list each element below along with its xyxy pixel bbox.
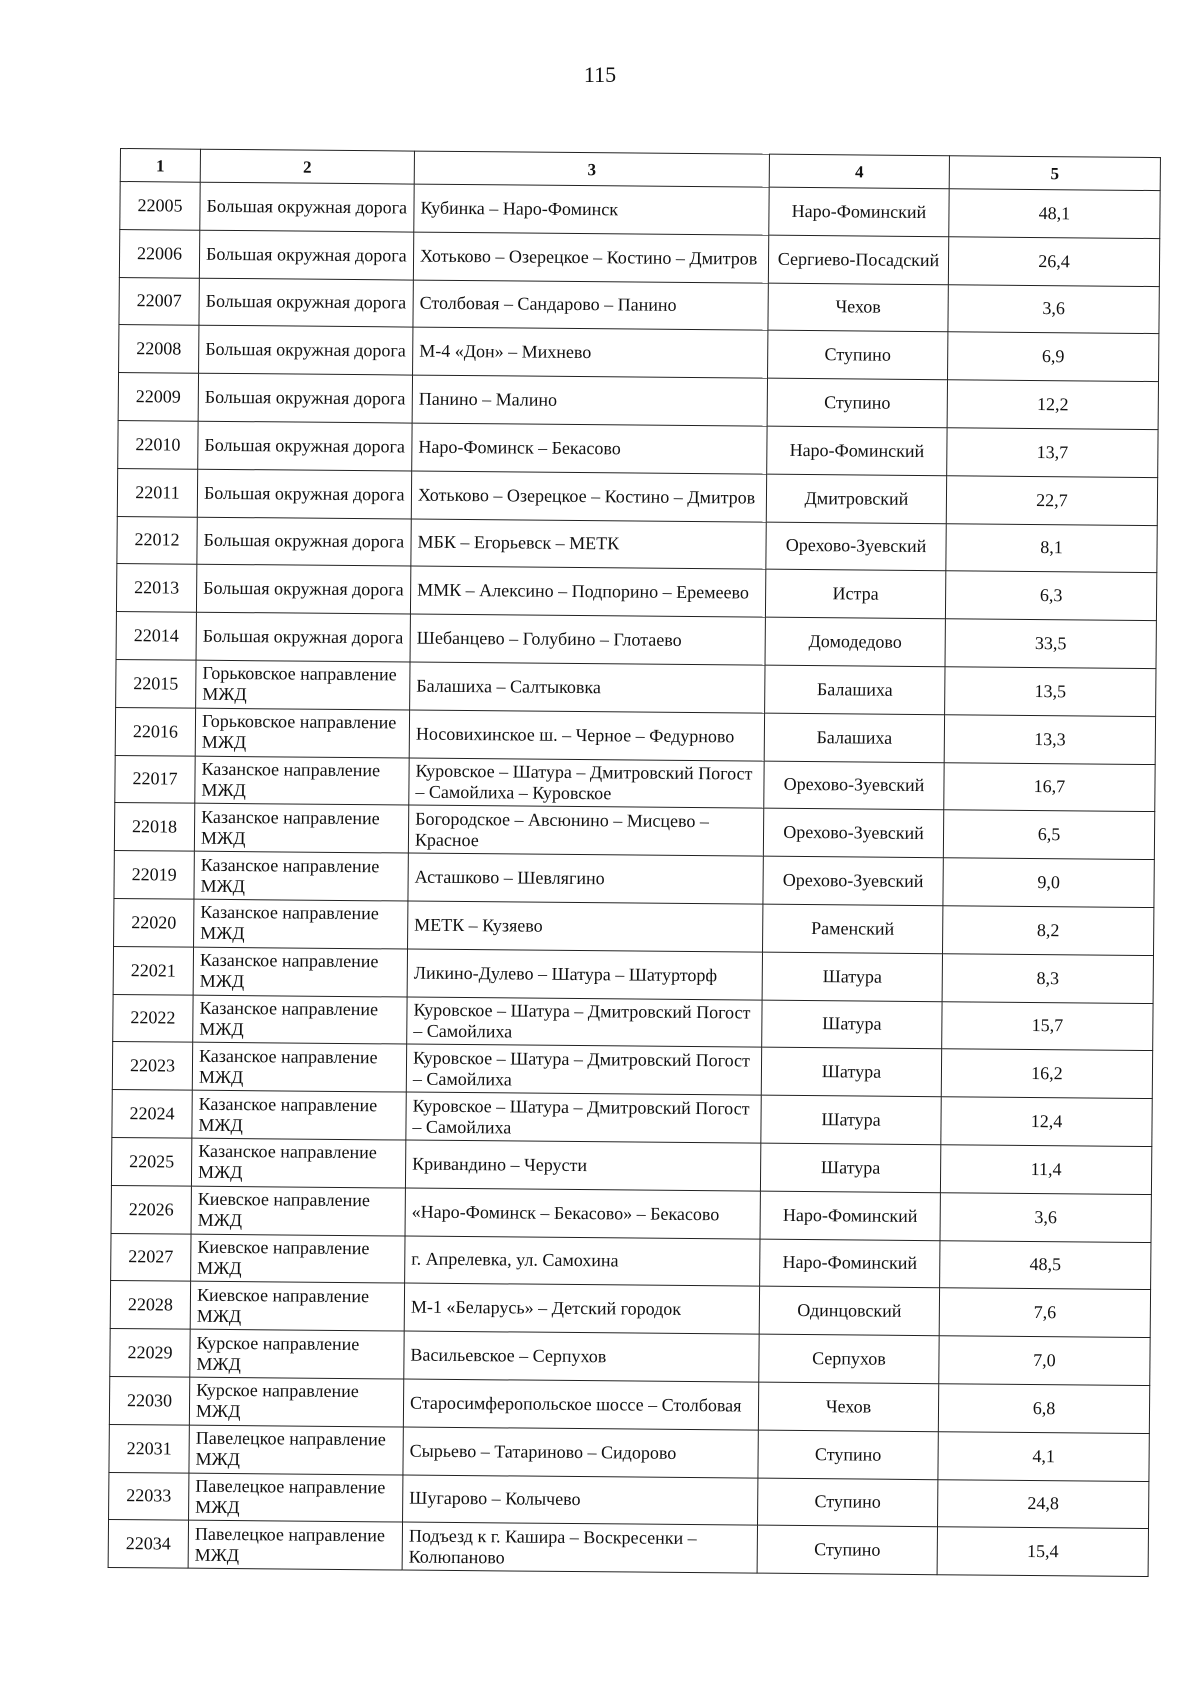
cell-district: Орехово-Зуевский — [764, 761, 944, 810]
cell-length: 26,4 — [948, 237, 1159, 287]
cell-length: 24,8 — [937, 1479, 1148, 1529]
cell-direction: Казанское направление МЖД — [194, 804, 408, 854]
cell-route: Кривандино – Черусти — [405, 1140, 760, 1191]
cell-route: Балашиха – Салтыковка — [410, 662, 765, 713]
cell-district: Наро-Фоминский — [760, 1239, 940, 1288]
column-header-1: 1 — [120, 149, 200, 183]
cell-direction: Курское направление МЖД — [190, 1329, 404, 1379]
cell-district: Чехов — [758, 1382, 938, 1431]
column-header-4: 4 — [769, 154, 949, 189]
cell-length: 3,6 — [940, 1192, 1151, 1242]
cell-length: 9,0 — [943, 858, 1154, 908]
cell-route: Шугарово – Колычево — [403, 1475, 758, 1526]
cell-direction: Большая окружная дорога — [197, 517, 411, 567]
cell-district: Ступино — [758, 1478, 938, 1527]
cell-district: Чехов — [768, 283, 948, 332]
cell-row-number: 22022 — [113, 994, 193, 1042]
cell-district: Шатура — [761, 1047, 941, 1096]
cell-direction: Большая окружная дорога — [200, 182, 414, 232]
cell-direction: Павелецкое направление МЖД — [189, 1473, 403, 1523]
cell-route: Хотьково – Озерецкое – Костино – Дмитров — [411, 471, 766, 522]
cell-length: 6,9 — [948, 332, 1159, 382]
cell-route: М-1 «Беларусь» – Детский городок — [404, 1283, 759, 1334]
cell-row-number: 22016 — [115, 707, 195, 755]
column-header-5: 5 — [949, 156, 1160, 191]
cell-length: 11,4 — [940, 1145, 1151, 1195]
cell-length: 48,5 — [940, 1240, 1151, 1290]
cell-direction: Киевское направление МЖД — [191, 1186, 405, 1236]
cell-direction: Павелецкое направление МЖД — [188, 1520, 402, 1570]
cell-direction: Казанское направление МЖД — [194, 899, 408, 949]
cell-length: 8,1 — [946, 523, 1157, 573]
cell-district: Орехово-Зуевский — [763, 856, 943, 905]
cell-row-number: 22031 — [109, 1424, 189, 1472]
cell-row-number: 22027 — [111, 1233, 191, 1281]
cell-direction: Казанское направление МЖД — [191, 1138, 405, 1188]
page-number: 115 — [583, 62, 617, 87]
cell-row-number: 22013 — [116, 564, 196, 612]
column-header-2: 2 — [200, 149, 414, 184]
cell-district: Балашиха — [764, 713, 944, 762]
cell-length: 12,2 — [947, 380, 1158, 430]
cell-direction: Киевское направление МЖД — [191, 1234, 405, 1284]
cell-direction: Павелецкое направление МЖД — [189, 1425, 403, 1475]
cell-length: 6,3 — [945, 571, 1156, 621]
cell-direction: Большая окружная дорога — [199, 326, 413, 376]
cell-route: МБК – Егорьевск – МЕТК — [411, 519, 766, 570]
cell-length: 7,0 — [939, 1336, 1150, 1386]
cell-route: Куровское – Шатура – Дмитровский Погост – Самойлиха – Куровское — [409, 758, 764, 809]
cell-direction: Казанское направление МЖД — [192, 1090, 406, 1140]
cell-row-number: 22008 — [119, 325, 199, 373]
cell-row-number: 22017 — [115, 755, 195, 803]
cell-route: г. Апрелевка, ул. Самохина — [405, 1236, 760, 1287]
cell-row-number: 22023 — [112, 1042, 192, 1090]
cell-district: Истра — [765, 570, 945, 619]
cell-direction: Киевское направление МЖД — [190, 1281, 404, 1331]
cell-row-number: 22026 — [111, 1185, 191, 1233]
cell-row-number: 22028 — [110, 1281, 190, 1329]
cell-route: Куровское – Шатура – Дмитровский Погост – Самойлиха — [407, 997, 762, 1048]
cell-direction: Казанское направление МЖД — [195, 756, 409, 806]
cell-length: 6,8 — [938, 1384, 1149, 1434]
cell-direction: Большая окружная дорога — [197, 469, 411, 519]
cell-district: Шатура — [762, 1000, 942, 1049]
cell-row-number: 22033 — [109, 1472, 189, 1520]
cell-length: 22,7 — [946, 476, 1157, 526]
cell-direction: Горьковское направление МЖД — [196, 660, 410, 710]
cell-route: Асташково – Шевлягино — [408, 853, 763, 904]
cell-row-number: 22025 — [111, 1137, 191, 1185]
cell-route: Куровское – Шатура – Дмитровский Погост – Самойлиха — [406, 1092, 761, 1143]
cell-district: Раменский — [763, 904, 943, 953]
cell-length: 13,3 — [944, 714, 1155, 764]
cell-row-number: 22034 — [108, 1520, 188, 1568]
cell-row-number: 22018 — [114, 803, 194, 851]
cell-length: 7,6 — [939, 1288, 1150, 1338]
cell-route: Кубинка – Наро-Фоминск — [414, 184, 769, 235]
cell-district: Орехово-Зуевский — [763, 809, 943, 858]
cell-length: 48,1 — [949, 189, 1160, 239]
cell-row-number: 22005 — [120, 182, 200, 230]
cell-row-number: 22024 — [112, 1090, 192, 1138]
cell-route: ММК – Алексино – Подпорино – Еремеево — [410, 566, 765, 617]
cell-length: 15,7 — [942, 1001, 1153, 1051]
cell-district: Наро-Фоминский — [760, 1191, 940, 1240]
cell-route: «Наро-Фоминск – Бекасово» – Бекасово — [405, 1188, 760, 1239]
cell-route: Столбовая – Сандарово – Панино — [413, 280, 768, 331]
cell-direction: Большая окружная дорога — [199, 230, 413, 280]
cell-district: Одинцовский — [759, 1286, 939, 1335]
cell-route: М-4 «Дон» – Михнево — [413, 327, 768, 378]
cell-district: Шатура — [760, 1143, 940, 1192]
road-table — [108, 148, 1161, 1577]
cell-route: Панино – Малино — [412, 375, 767, 426]
cell-route: Старосимферопольское шоссе – Столбовая — [403, 1379, 758, 1430]
cell-direction: Казанское направление МЖД — [192, 1043, 406, 1093]
cell-direction: Казанское направление МЖД — [193, 995, 407, 1045]
cell-row-number: 22021 — [113, 946, 193, 994]
cell-district: Дмитровский — [766, 474, 946, 523]
cell-row-number: 22007 — [119, 277, 199, 325]
cell-row-number: 22012 — [117, 516, 197, 564]
cell-route: Подъезд к г. Кашира – Воскресенки – Колюпаново — [402, 1522, 757, 1573]
cell-district: Ступино — [768, 331, 948, 380]
cell-direction: Большая окружная дорога — [196, 565, 410, 615]
cell-district: Орехово-Зуевский — [766, 522, 946, 571]
cell-direction: Большая окружная дорога — [196, 612, 410, 662]
cell-district: Ступино — [758, 1430, 938, 1479]
cell-length: 33,5 — [945, 619, 1156, 669]
cell-row-number: 22006 — [119, 229, 199, 277]
cell-row-number: 22015 — [116, 659, 196, 707]
cell-direction: Большая окружная дорога — [198, 373, 412, 423]
cell-district: Шатура — [761, 1095, 941, 1144]
cell-route: Ликино-Дулево – Шатура – Шатурторф — [407, 949, 762, 1000]
cell-length: 12,4 — [941, 1097, 1152, 1147]
cell-length: 13,7 — [947, 428, 1158, 478]
cell-route: Шебанцево – Голубино – Глотаево — [410, 614, 765, 665]
cell-direction: Казанское направление МЖД — [193, 947, 407, 997]
cell-length: 13,5 — [945, 667, 1156, 717]
cell-district: Серпухов — [759, 1334, 939, 1383]
cell-direction: Курское направление МЖД — [189, 1377, 403, 1427]
cell-row-number: 22011 — [117, 468, 197, 516]
table-row — [108, 1520, 1148, 1577]
cell-row-number: 22020 — [114, 898, 194, 946]
table-body — [108, 182, 1160, 1577]
cell-row-number: 22029 — [110, 1329, 190, 1377]
cell-row-number: 22014 — [116, 612, 196, 660]
cell-direction: Горьковское направление МЖД — [195, 708, 409, 758]
cell-route: Наро-Фоминск – Бекасово — [412, 423, 767, 474]
cell-direction: Казанское направление МЖД — [194, 851, 408, 901]
cell-route: МЕТК – Кузяево — [408, 901, 763, 952]
cell-row-number: 22009 — [118, 373, 198, 421]
cell-district: Наро-Фоминский — [769, 187, 949, 236]
cell-direction: Большая окружная дорога — [198, 421, 412, 471]
cell-row-number: 22030 — [109, 1376, 189, 1424]
cell-route: Хотьково – Озерецкое – Костино – Дмитров — [413, 232, 768, 283]
column-header-3: 3 — [414, 151, 769, 187]
cell-district: Шатура — [762, 952, 942, 1001]
cell-district: Домодедово — [765, 617, 945, 666]
cell-length: 8,2 — [943, 906, 1154, 956]
cell-length: 4,1 — [938, 1431, 1149, 1481]
cell-district: Наро-Фоминский — [767, 426, 947, 475]
cell-length: 15,4 — [937, 1527, 1148, 1577]
cell-row-number: 22019 — [114, 851, 194, 899]
cell-route: Богородское – Авсюнино – Мисцево – Красное — [408, 805, 763, 856]
cell-length: 8,3 — [942, 953, 1153, 1003]
cell-row-number: 22010 — [118, 420, 198, 468]
cell-district: Ступино — [757, 1525, 937, 1574]
cell-route: Куровское – Шатура – Дмитровский Погост – Самойлиха — [406, 1044, 761, 1095]
cell-direction: Большая окружная дорога — [199, 278, 413, 328]
cell-length: 6,5 — [943, 810, 1154, 860]
cell-route: Носовихинское ш. – Черное – Федурново — [409, 710, 764, 761]
cell-route: Васильевское – Серпухов — [404, 1331, 759, 1382]
cell-route: Сырьево – Татариново – Сидорово — [403, 1427, 758, 1478]
cell-length: 16,7 — [944, 762, 1155, 812]
cell-length: 16,2 — [941, 1049, 1152, 1099]
cell-district: Ступино — [767, 378, 947, 427]
cell-district: Балашиха — [765, 665, 945, 714]
cell-district: Сергиево-Посадский — [768, 235, 948, 284]
cell-length: 3,6 — [948, 284, 1159, 334]
